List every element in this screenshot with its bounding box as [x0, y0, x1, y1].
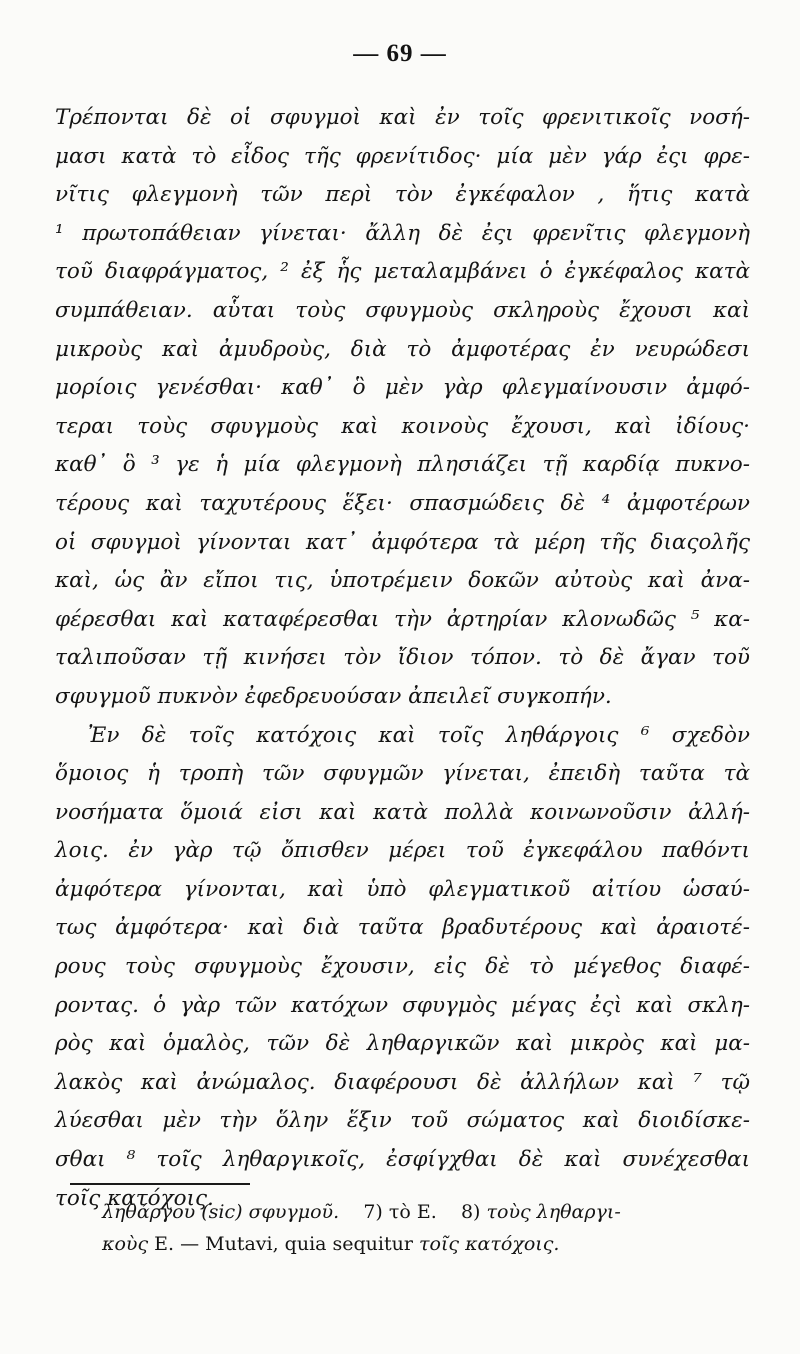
text-line: τεραι τοὺς σφυγμοὺς καὶ κοινοὺς ἔχουσι, καὶ ἰδίους·: [55, 413, 750, 439]
footnote-8-number: 8): [460, 1201, 481, 1223]
text-line: μορίοις γενέσθαι· καθ᾽ ὃ μὲν γὰρ φλεγμαίνουσιν ἀμφό-: [55, 375, 750, 401]
text-line: συμπάθειαν. αὗται τοὺς σφυγμοὺς σκληροὺς ἔχουσι καὶ: [55, 297, 750, 323]
text-line: ¹ πρωτοπάθειαν γίνεται· ἄλλη δὲ ἐςι φρενῖτις φλεγμονὴ: [55, 220, 750, 246]
text-line: ταλιποῦσαν τῇ κινήσει τὸν ἴδιον τόπον. τὸ δὲ ἄγαν τοῦ: [55, 645, 750, 671]
text-line: καθ᾽ ὃ ³ γε ἡ μία φλεγμονὴ πλησιάζει τῇ καρδίᾳ πυκνο-: [55, 452, 750, 478]
footnote-7: 7) τὸ E.: [363, 1201, 437, 1223]
text-line: ἀμφότερα γίνονται, καὶ ὑπὸ φλεγματικοῦ αἰτίου ὡσαύ-: [55, 876, 750, 902]
text-line: λύεσθαι μὲν τὴν ὅλην ἕξιν τοῦ σώματος καὶ διοιδίσκε-: [55, 1108, 750, 1134]
footnote-latin-text: E. — Mutavi, quia sequitur: [154, 1233, 413, 1255]
text-line: τοῖς κατόχοις.: [55, 1185, 214, 1211]
page-number: — 69 —: [353, 40, 447, 67]
footnotes-block: [102, 1196, 712, 1260]
text-line: τοῦ διαφράγματος, ² ἐξ ἧς μεταλαμβάνει ὁ ἐγκέφαλος κατὰ: [55, 259, 750, 285]
text-line: τέρους καὶ ταχυτέρους ἕξει· σπασμώδεις δὲ ⁴ ἀμφοτέρων: [55, 490, 750, 516]
footnote-greek-text: ληθάργου (sic) σφυγμοῦ.: [102, 1201, 340, 1223]
text-line: οἱ σφυγμοὶ γίνονται κατ᾽ ἀμφότερα τὰ μέρη τῆς διαςολῆς: [55, 529, 750, 555]
text-line-paragraph-start: Ἐν δὲ τοῖς κατόχοις καὶ τοῖς ληθάργοις ⁶ σχεδὸν: [88, 722, 750, 748]
text-line: καὶ, ὡς ἂν εἴποι τις, ὑποτρέμειν δοκῶν αὐτοὺς καὶ ἀνα-: [55, 568, 750, 594]
text-line: νοσήματα ὅμοιά εἰσι καὶ κατὰ πολλὰ κοινωνοῦσιν ἀλλή-: [55, 799, 750, 825]
text-line: ρὸς καὶ ὁμαλὸς, τῶν δὲ ληθαργικῶν καὶ μικρὸς καὶ μα-: [55, 1031, 750, 1057]
footnote-divider: [70, 1183, 250, 1185]
text-line: φέρεσθαι καὶ καταφέρεσθαι τὴν ἀρτηρίαν κλονωδῶς ⁵ κα-: [55, 606, 750, 632]
text-line: ὅμοιος ἡ τροπὴ τῶν σφυγμῶν γίνεται, ἐπειδὴ ταῦτα τὰ: [55, 761, 750, 787]
footnote-line: [102, 1228, 712, 1260]
text-line: μικροὺς καὶ ἀμυδροὺς, διὰ τὸ ἀμφοτέρας ἐν νευρώδεσι: [55, 336, 750, 362]
text-line: σθαι ⁸ τοῖς ληθαργικοῖς, ἐσφίγχθαι δὲ καὶ συνέχεσθαι: [55, 1147, 750, 1173]
main-text-block: [55, 99, 750, 1218]
text-line: λοις. ἐν γὰρ τῷ ὄπισθεν μέρει τοῦ ἐγκεφάλου παθόντι: [55, 838, 750, 864]
footnote-greek-text: κοὺς: [102, 1233, 149, 1255]
text-line: ροντας. ὁ γὰρ τῶν κατόχων σφυγμὸς μέγας ἐςὶ καὶ σκλη-: [55, 992, 750, 1018]
text-line: νῖτις φλεγμονὴ τῶν περὶ τὸν ἐγκέφαλον , ἥτις κατὰ: [55, 182, 750, 208]
text-line: τως ἀμφότερα· καὶ διὰ ταῦτα βραδυτέρους καὶ ἀραιοτέ-: [55, 915, 750, 941]
footnote-line: [102, 1196, 712, 1228]
text-line: μασι κατὰ τὸ εἶδος τῆς φρενίτιδος· μία μὲν γάρ ἐςι φρε-: [55, 143, 750, 169]
footnote-greek-text: τοῖς κατόχοις.: [419, 1233, 560, 1255]
text-line: σφυγμοῦ πυκνὸν ἐφεδρευούσαν ἀπειλεῖ συγκοπήν.: [55, 683, 612, 709]
text-line: ρους τοὺς σφυγμοὺς ἔχουσιν, εἰς δὲ τὸ μέγεθος διαφέ-: [55, 954, 750, 980]
footnote-8-greek: τοὺς ληθαργι-: [486, 1201, 621, 1223]
text-line: λακὸς καὶ ἀνώμαλος. διαφέρουσι δὲ ἀλλήλων καὶ ⁷ τῷ: [55, 1069, 750, 1095]
text-line: Τρέπονται δὲ οἱ σφυγμοὶ καὶ ἐν τοῖς φρενιτικοῖς νοσή-: [55, 105, 750, 130]
